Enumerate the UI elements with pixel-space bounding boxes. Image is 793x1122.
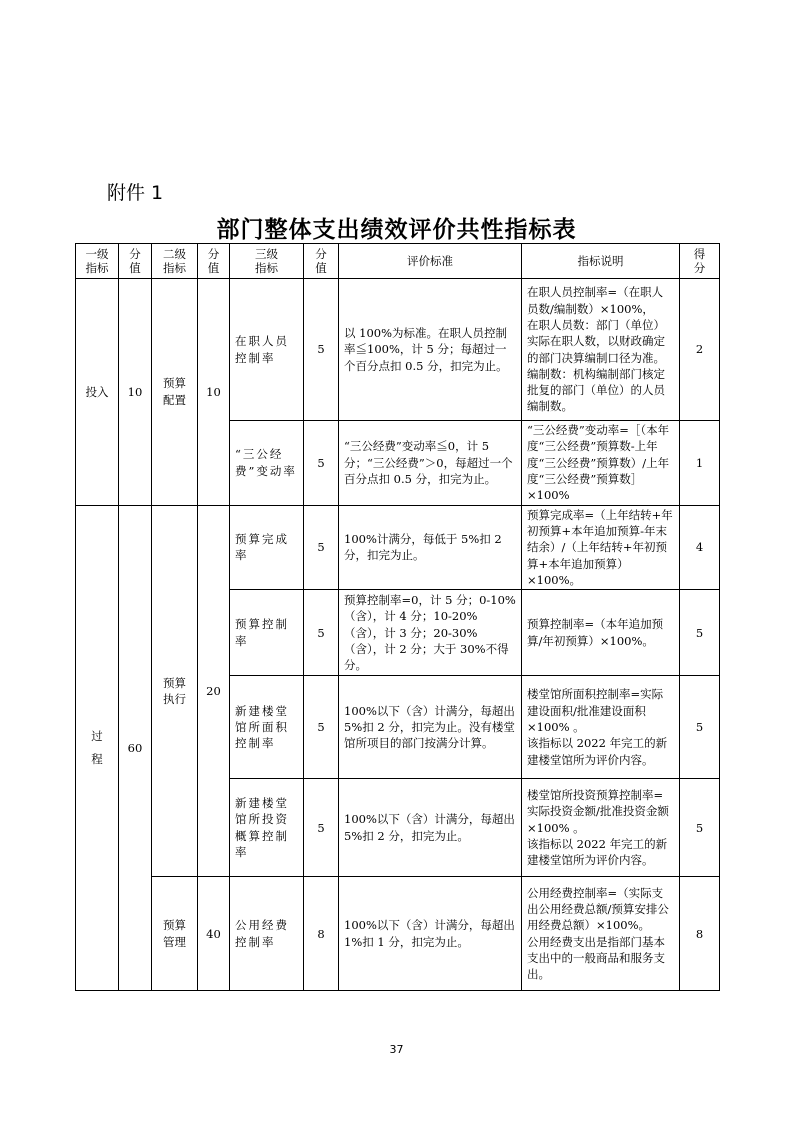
criteria-text: 100%以下（含）计满分，每超出 5%扣 2 分，扣完为止。	[339, 779, 522, 877]
criteria-text: 预算控制率=0，计 5 分；0-10%（含），计 4 分；10-20%（含），计 3 分；20-30%（含），计 2 分；大于 30%不得分。	[339, 590, 522, 676]
attachment-label: 附件 1	[107, 182, 164, 204]
criteria-text: “三公经费”变动率≦0，计 5 分；“三公经费”＞0，每超过一个百分点扣 0.5 分，扣完为止。	[339, 421, 522, 506]
header-description: 指标说明	[522, 244, 680, 279]
header-level3: 三级 指标	[230, 244, 304, 279]
description-text: 楼堂馆所投资预算控制率=实际投资金额/批准投资金额×100% 。 该指标以 2022 年完工的新建楼堂馆所为评价内容。	[522, 779, 680, 877]
header-level1: 一级 指标	[76, 244, 119, 279]
group-score: 10	[119, 279, 152, 506]
indicator-name: 预算控制率	[230, 590, 304, 676]
indicator-score: 5	[304, 590, 339, 676]
table-row	[76, 877, 720, 991]
header-score3: 分 值	[304, 244, 339, 279]
header-score2: 分 值	[198, 244, 230, 279]
table-title: 部门整体支出绩效评价共性指标表	[216, 216, 577, 243]
result-score: 8	[680, 877, 720, 991]
description-text: 楼堂馆所面积控制率=实际建设面积/批准建设面积×100% 。 该指标以 2022 年完工的新建楼堂馆所为评价内容。	[522, 676, 680, 779]
result-score: 1	[680, 421, 720, 506]
criteria-text: 100%以下（含）计满分，每超出 5%扣 2 分，扣完为止。没有楼堂馆所项目的部门按满分计算。	[339, 676, 522, 779]
criteria-text: 以 100%为标准。在职人员控制率≦100%，计 5 分；每超过一个百分点扣 0.5 分，扣完为止。	[339, 279, 522, 421]
page-number: 37	[389, 1043, 404, 1056]
indicator-name: 新建楼堂馆所投资概算控制率	[230, 779, 304, 877]
indicator-score: 5	[304, 505, 339, 590]
indicator-score: 5	[304, 676, 339, 779]
criteria-text: 100%计满分，每低于 5%扣 2 分，扣完为止。	[339, 505, 522, 590]
header-level2: 二级 指标	[152, 244, 198, 279]
indicator-name: “三公经费”变动率	[230, 421, 304, 506]
description-text: “三公经费”变动率=［（本年度“三公经费”预算数-上年度“三公经费”预算数）/上年度“三公经费”预算数］×100%	[522, 421, 680, 506]
indicator-table	[75, 243, 720, 991]
description-text: 预算完成率=（上年结转+年初预算+本年追加预算-年末结余）/（上年结转+年初预算+本年追加预算）×100%。	[522, 505, 680, 590]
header-criteria: 评价标准	[339, 244, 522, 279]
result-score: 5	[680, 676, 720, 779]
indicator-score: 5	[304, 779, 339, 877]
subgroup-name: 预算 管理	[152, 877, 198, 991]
description-text: 公用经费控制率=（实际支出公用经费总额/预算安排公用经费总额）×100%。 公用经费支出是指部门基本支出中的一般商品和服务支出。	[522, 877, 680, 991]
subgroup-name: 预算 执行	[152, 505, 198, 877]
indicator-score: 5	[304, 279, 339, 421]
indicator-score: 8	[304, 877, 339, 991]
group-name: 投入	[76, 279, 119, 506]
table-row	[76, 279, 720, 421]
header-row	[76, 244, 720, 279]
indicator-name: 新建楼堂馆所面积控制率	[230, 676, 304, 779]
result-score: 5	[680, 590, 720, 676]
subgroup-score: 40	[198, 877, 230, 991]
result-score: 2	[680, 279, 720, 421]
indicator-score: 5	[304, 421, 339, 506]
indicator-name: 预算完成率	[230, 505, 304, 590]
indicator-name: 在职人员控制率	[230, 279, 304, 421]
criteria-text: 100%以下（含）计满分，每超出 1%扣 1 分，扣完为止。	[339, 877, 522, 991]
description-text: 预算控制率=（本年追加预算/年初预算）×100%。	[522, 590, 680, 676]
header-result: 得 分	[680, 244, 720, 279]
subgroup-name: 预算 配置	[152, 279, 198, 506]
subgroup-score: 10	[198, 279, 230, 506]
subgroup-score: 20	[198, 505, 230, 877]
description-text: 在职人员控制率=（在职人员数/编制数）×100%， 在职人员数：部门（单位）实际在职人数，以财政确定的部门决算编制口径为准。 编制数：机构编制部门核定批复的部门（单位）的人员编制数。	[522, 279, 680, 421]
table-row	[76, 505, 720, 590]
group-name: 过 程	[76, 505, 119, 991]
result-score: 4	[680, 505, 720, 590]
group-score: 60	[119, 505, 152, 991]
header-score1: 分 值	[119, 244, 152, 279]
indicator-name: 公用经费控制率	[230, 877, 304, 991]
result-score: 5	[680, 779, 720, 877]
